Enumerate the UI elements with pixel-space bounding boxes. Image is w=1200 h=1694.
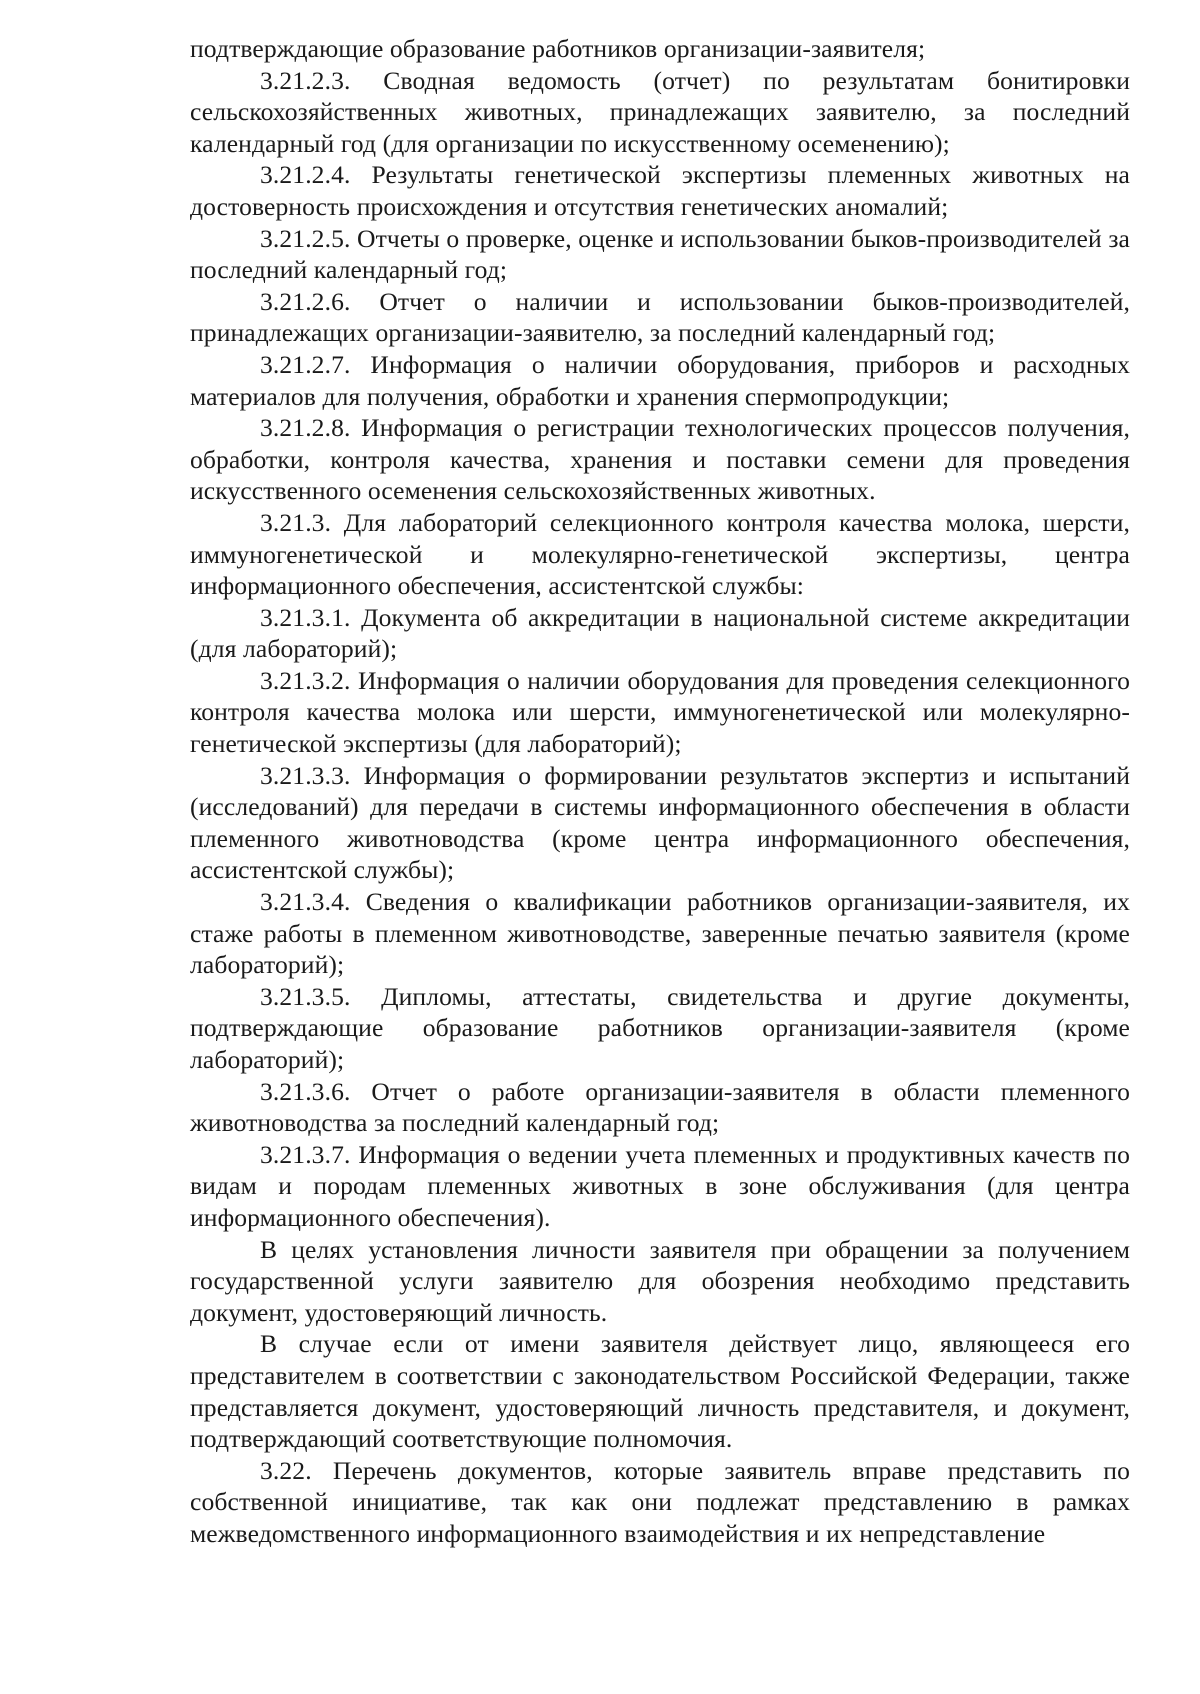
paragraph-3-21-3: 3.21.3. Для лабораторий селекционного контроля качества молока, шерсти, иммуногенетической и молекулярно-генетической экспертизы, центра информационного обеспечения, ассистентской службы: [190, 507, 1130, 601]
paragraph-3-21-2-7: 3.21.2.7. Информация о наличии оборудования, приборов и расходных материалов для получения, обработки и хранения спермопродукции; [190, 349, 1130, 411]
paragraph-3-22: 3.22. Перечень документов, которые заявитель вправе представить по собственной инициативе, так как они подлежат представлению в рамках межведомственного информационного взаимодействия и их непредставление [190, 1455, 1130, 1548]
paragraph-3-21-3-7: 3.21.3.7. Информация о ведении учета племенных и продуктивных качеств по видам и породам племенных животных в зоне обслуживания (для центра информационного обеспечения). [190, 1139, 1130, 1232]
paragraph-identity: В целях установления личности заявителя при обращении за получением государственной услуги заявителю для обозрения необходимо представить документ, удостоверяющий личность. [190, 1234, 1130, 1327]
paragraph-3-21-2-6: 3.21.2.6. Отчет о наличии и использовании быков-производителей, принадлежащих организации-заявителю, за последний календарный год; [190, 286, 1130, 348]
paragraph-3-21-3-2: 3.21.3.2. Информация о наличии оборудования для проведения селекционного контроля качества молока или шерсти, иммуногенетической или молекулярно-генетической экспертизы (для лабораторий); [190, 665, 1130, 759]
paragraph-3-21-3-3: 3.21.3.3. Информация о формировании результатов экспертиз и испытаний (исследований) для передачи в системы информационного обеспечения в области племенного животноводства (кроме центра информационного обеспечения, ассистентской службы); [190, 760, 1130, 885]
paragraph-3-21-3-4: 3.21.3.4. Сведения о квалификации работников организации-заявителя, их стаже работы в племенном животноводстве, заверенные печатью заявителя (кроме лабораторий); [190, 887, 1130, 980]
paragraph-3-21-3-5: 3.21.3.5. Дипломы, аттестаты, свидетельства и другие документы, подтверждающие образование работников организации-заявителя (кроме лабораторий); [190, 981, 1130, 1074]
paragraph-3-21-3-1: 3.21.3.1. Документа об аккредитации в национальной системе аккредитации (для лабораторий); [190, 602, 1130, 664]
paragraph-continuation: подтверждающие образование работников организации-заявителя; [190, 34, 926, 63]
paragraph-3-21-2-3: 3.21.2.3. Сводная ведомость (отчет) по результатам бонитировки сельскохозяйственных животных, принадлежащих заявителю, за последний календарный год (для организации по искусственному осеменению); [190, 65, 1130, 158]
paragraph-3-21-2-8: 3.21.2.8. Информация о регистрации технологических процессов получения, обработки, контроля качества, хранения и поставки семени для проведения искусственного осеменения сельскохозяйственных животных. [190, 413, 1130, 506]
paragraph-3-21-2-5: 3.21.2.5. Отчеты о проверке, оценке и использовании быков-производителей за последний календарный год; [190, 223, 1130, 285]
document-body [190, 33, 1130, 1550]
paragraph-3-21-3-6: 3.21.3.6. Отчет о работе организации-заявителя в области племенного животноводства за последний календарный год; [190, 1076, 1130, 1138]
paragraph-3-21-2-4: 3.21.2.4. Результаты генетической экспертизы племенных животных на достоверность происхождения и отсутствия генетических аномалий; [190, 160, 1130, 221]
paragraph-representative: В случае если от имени заявителя действует лицо, являющееся его представителем в соответствии с законодательством Российской Федерации, также представляется документ, удостоверяющий личность представителя, и документ, подтверждающий соответствующие полномочия. [190, 1329, 1130, 1454]
